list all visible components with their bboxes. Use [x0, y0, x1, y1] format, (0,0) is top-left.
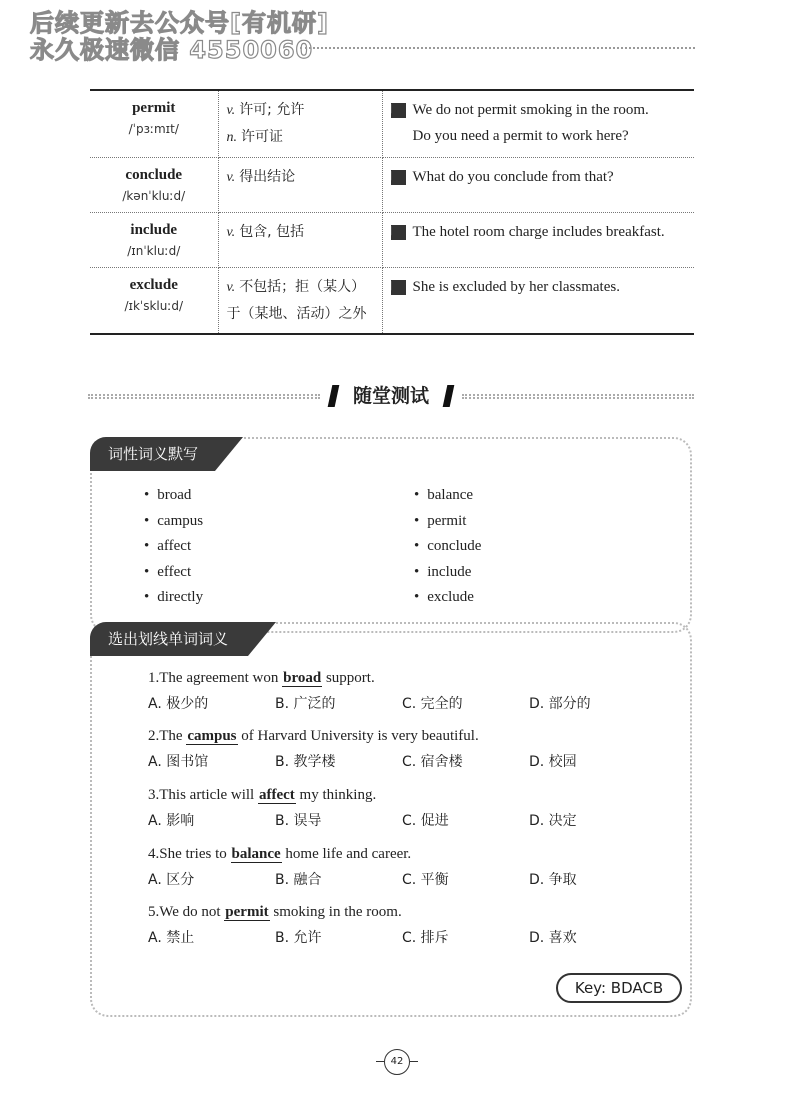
section-divider-right — [462, 394, 694, 399]
question-text: 4.She tries to — [148, 846, 231, 862]
option-b[interactable]: B. 误导 — [275, 813, 322, 829]
section-title-label: 随堂测试 — [330, 383, 452, 409]
vocab-example-cell — [382, 213, 694, 268]
list-item: • exclude — [414, 585, 481, 611]
watermark-line-1: 后续更新去公众号[有机研] — [30, 9, 329, 37]
quiz-panel — [90, 622, 692, 1017]
question-text: smoking in the room. — [269, 904, 402, 920]
example-badge-icon: 例 — [391, 103, 406, 118]
vocab-row — [90, 213, 694, 268]
vocab-phonetic: /ˈpɜːmɪt/ — [128, 122, 179, 136]
list-item: • balance — [414, 483, 481, 509]
option-c[interactable]: C. 平衡 — [402, 872, 449, 888]
option-a[interactable]: A. 图书馆 — [148, 754, 209, 770]
vocab-example-cell — [382, 268, 694, 335]
question-text: support. — [322, 670, 375, 686]
option-d[interactable]: D. 校园 — [529, 754, 577, 770]
question-text: home life and career. — [281, 846, 412, 862]
meaning: 得出结论 — [239, 169, 296, 185]
option-b[interactable]: B. 广泛的 — [275, 696, 336, 712]
quiz-question — [148, 902, 668, 948]
vocab-word-cell — [90, 90, 218, 158]
question-text: of Harvard University is very beautiful. — [237, 728, 479, 744]
dictation-panel — [90, 437, 692, 633]
option-b[interactable]: B. 教学楼 — [275, 754, 336, 770]
example-sentence: The hotel room charge includes breakfast. — [412, 224, 665, 240]
underlined-word: campus — [187, 728, 237, 744]
option-b[interactable]: B. 允许 — [275, 930, 322, 946]
question-text: 2.The — [148, 728, 187, 744]
watermark — [30, 10, 329, 64]
underlined-word: broad — [283, 670, 322, 686]
list-item: • directly — [144, 585, 203, 611]
list-item: • affect — [144, 534, 203, 560]
header-divider — [300, 47, 695, 49]
meaning: 包含, 包括 — [239, 224, 305, 240]
example-sentence: We do not permit smoking in the room. — [412, 102, 649, 118]
section-divider-left — [88, 394, 320, 399]
vocab-meaning-cell — [218, 158, 382, 213]
part-of-speech: v. — [226, 103, 236, 118]
option-c[interactable]: C. 促进 — [402, 813, 449, 829]
vocab-example-cell — [382, 90, 694, 158]
part-of-speech: v. — [226, 280, 236, 295]
answer-key: Key: BDACB — [556, 973, 682, 1003]
question-text: my thinking. — [295, 787, 377, 803]
part-of-speech: n. — [226, 130, 237, 145]
word-list-right — [414, 483, 481, 611]
option-c[interactable]: C. 宿舍楼 — [402, 754, 463, 770]
question-text: 1.The agreement won — [148, 670, 283, 686]
list-item: • effect — [144, 560, 203, 586]
quiz-question — [148, 844, 668, 890]
option-a[interactable]: A. 极少的 — [148, 696, 209, 712]
example-badge-icon: 例 — [391, 225, 406, 240]
vocab-row — [90, 158, 694, 213]
option-a[interactable]: A. 禁止 — [148, 930, 195, 946]
option-d[interactable]: D. 决定 — [529, 813, 577, 829]
vocab-word-cell — [90, 213, 218, 268]
dictation-panel-title: 词性词义默写 — [90, 437, 215, 471]
option-d[interactable]: D. 部分的 — [529, 696, 591, 712]
option-d[interactable]: D. 喜欢 — [529, 930, 577, 946]
vocab-example-cell — [382, 158, 694, 213]
list-item: • include — [414, 560, 481, 586]
example-sentence: What do you conclude from that? — [412, 169, 614, 185]
page-number: 42 — [384, 1049, 410, 1075]
option-a[interactable]: A. 区分 — [148, 872, 195, 888]
part-of-speech: v. — [226, 225, 236, 240]
vocab-word: permit — [132, 100, 176, 116]
question-text: 5.We do not — [148, 904, 225, 920]
vocabulary-table — [90, 89, 694, 335]
list-item: • permit — [414, 509, 481, 535]
example-badge-icon: 例 — [391, 170, 406, 185]
quiz-question — [148, 668, 668, 714]
section-title — [88, 383, 694, 409]
vocab-word-cell — [90, 158, 218, 213]
option-a[interactable]: A. 影响 — [148, 813, 195, 829]
meaning: 许可; 允许 — [239, 102, 305, 118]
example-badge-icon: 例 — [391, 280, 406, 295]
underlined-word: balance — [231, 846, 281, 862]
list-item: • broad — [144, 483, 203, 509]
vocab-word: include — [130, 222, 178, 238]
vocab-word-cell — [90, 268, 218, 335]
vocab-meaning-cell — [218, 90, 382, 158]
quiz-question — [148, 785, 668, 831]
part-of-speech: v. — [226, 170, 236, 185]
vocab-word: conclude — [125, 167, 183, 183]
example-sentence: Do you need a permit to work here? — [412, 128, 629, 144]
vocab-row — [90, 268, 694, 335]
list-item: • conclude — [414, 534, 481, 560]
meaning: 不包括；拒（某人）于（某地、活动）之外 — [226, 279, 367, 322]
meaning: 许可证 — [241, 129, 283, 145]
option-c[interactable]: C. 排斥 — [402, 930, 449, 946]
underlined-word: permit — [225, 904, 269, 920]
vocab-row — [90, 90, 694, 158]
vocab-meaning-cell — [218, 213, 382, 268]
word-list-left — [144, 483, 203, 611]
vocab-meaning-cell — [218, 268, 382, 335]
watermark-line-2: 永久极速微信 4550060 — [30, 36, 314, 64]
option-c[interactable]: C. 完全的 — [402, 696, 463, 712]
vocab-phonetic: /ɪkˈskluːd/ — [124, 299, 184, 313]
underlined-word: affect — [258, 787, 295, 803]
option-b[interactable]: B. 融合 — [275, 872, 322, 888]
vocab-word: exclude — [129, 277, 178, 293]
question-text: 3.This article will — [148, 787, 258, 803]
option-d[interactable]: D. 争取 — [529, 872, 577, 888]
quiz-panel-title: 选出划线单词词义 — [90, 622, 248, 656]
vocab-phonetic: /ɪnˈkluːd/ — [127, 244, 181, 258]
quiz-question — [148, 726, 668, 772]
example-sentence: She is excluded by her classmates. — [412, 279, 620, 295]
list-item: • campus — [144, 509, 203, 535]
vocab-phonetic: /kənˈkluːd/ — [122, 189, 186, 203]
